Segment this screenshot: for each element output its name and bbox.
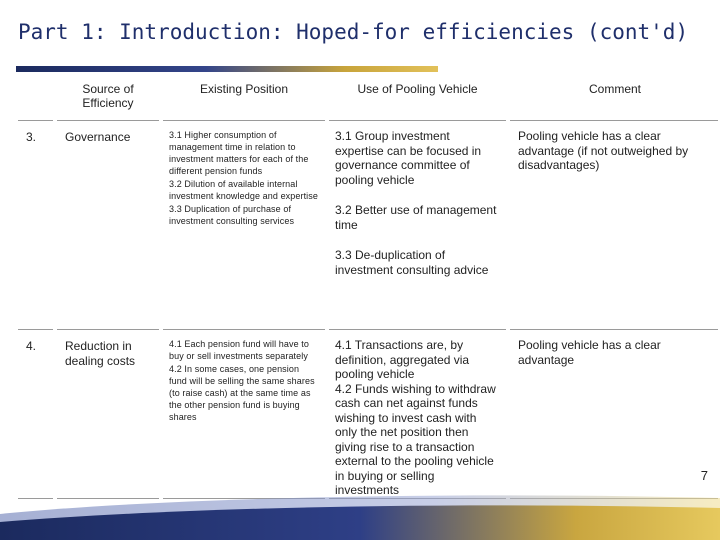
title-underline <box>16 66 438 72</box>
page-number: 7 <box>700 468 708 483</box>
row-source: Reduction in dealing costs <box>55 330 161 499</box>
use-item: 4.2 Funds wishing to withdraw cash can net against funds wishing to invest cash with only the net position then giving rise to a transaction external to the pooling vehicle in buying or selling investments <box>335 381 496 497</box>
existing-item: 3.3 Duplication of purchase of investment consulting services <box>169 204 295 226</box>
row-source: Governance <box>55 121 161 330</box>
header-comment: Comment <box>508 75 720 121</box>
header-existing: Existing Position <box>161 75 327 121</box>
existing-item: 3.1 Higher consumption of management time in relation to investment matters for each of the different pension funds <box>169 130 309 176</box>
use-item: 3.2 Better use of management time <box>335 203 497 232</box>
row-number: 4. <box>18 330 55 499</box>
use-item: 3.1 Group investment expertise can be focused in governance committee of pooling vehicle <box>335 129 482 187</box>
table-header-row <box>18 75 720 121</box>
header-number <box>18 75 55 121</box>
use-item: 4.1 Transactions are, by definition, aggregated via pooling vehicle <box>335 338 470 381</box>
slide-title: Part 1: Introduction: Hoped-for efficiencies (cont'd) <box>18 20 689 44</box>
row-comment: Pooling vehicle has a clear advantage <box>508 330 720 499</box>
row-existing <box>161 330 327 499</box>
table-row <box>18 121 720 330</box>
row-use <box>327 330 508 499</box>
table-row <box>18 330 720 499</box>
use-item: 3.3 De-duplication of investment consulting advice <box>335 248 489 277</box>
footer-swoosh <box>0 492 720 540</box>
existing-item: 3.2 Dilution of available internal investment knowledge and expertise <box>169 179 318 201</box>
header-use: Use of Pooling Vehicle <box>327 75 508 121</box>
header-source: Source of Efficiency <box>55 75 161 121</box>
existing-item: 4.2 In some cases, one pension fund will be selling the same shares (to raise cash) at the same time as the other pension fund is buying shares <box>169 364 315 422</box>
existing-item: 4.1 Each pension fund will have to buy or sell investments separately <box>169 339 309 361</box>
row-existing <box>161 121 327 330</box>
row-number: 3. <box>18 121 55 330</box>
row-comment: Pooling vehicle has a clear advantage (if not outweighed by disadvantages) <box>508 121 720 330</box>
row-use <box>327 121 508 330</box>
efficiency-table <box>18 75 720 499</box>
